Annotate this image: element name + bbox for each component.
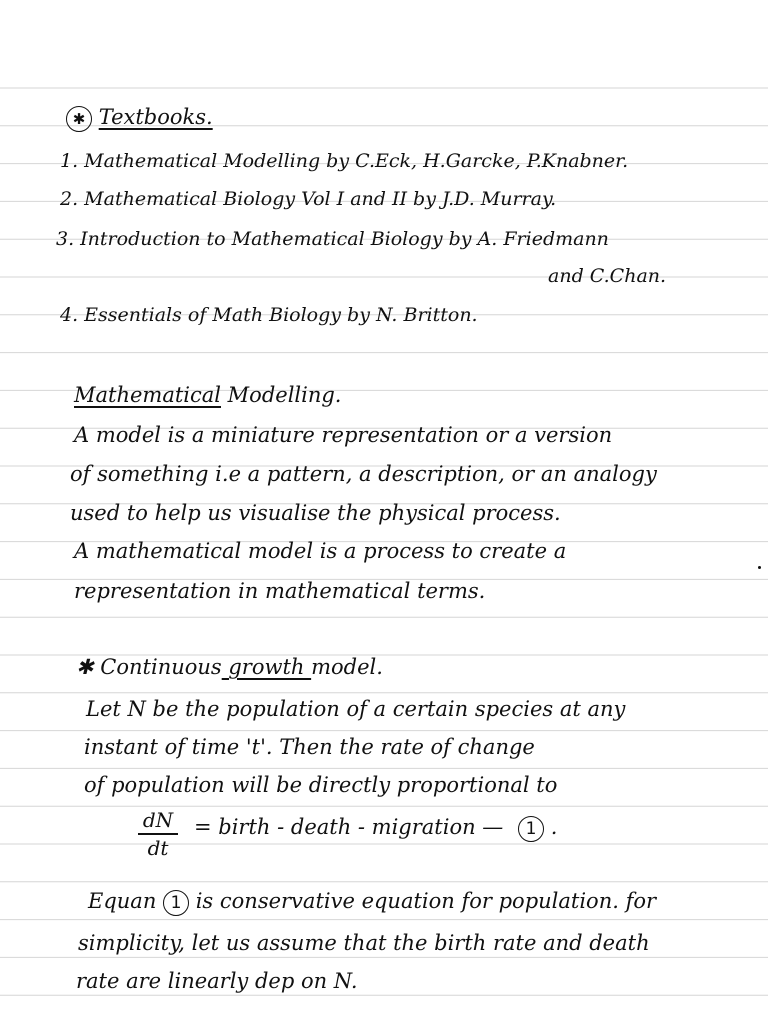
- margin-dot: [758, 566, 761, 569]
- derivative-fraction: [138, 808, 178, 860]
- growth-line-2: instant of time 't'. Then the rate of change: [84, 735, 535, 759]
- fraction-bar: [138, 833, 178, 835]
- growth-heading-pre: Continuous: [100, 655, 222, 679]
- eq-ref-pre: Equan: [88, 889, 157, 913]
- equation-rhs: [194, 814, 557, 842]
- fraction-denominator: dt: [147, 835, 169, 860]
- modelling-heading-underlined: Mathematical: [74, 383, 221, 407]
- modelling-heading-rest: Modelling.: [221, 383, 342, 407]
- eq-ref-number: 1: [163, 890, 189, 916]
- equation-number: 1: [518, 816, 544, 842]
- eq-ref-post: is conservative equation for population. for: [195, 889, 657, 913]
- modelling-line-3: used to help us visualise the physical process.: [70, 501, 561, 525]
- closing-line-2: rate are linearly dep on N.: [76, 969, 358, 993]
- textbook-item-3: 3. Introduction to Mathematical Biology by A. Friedmann: [56, 228, 609, 250]
- modelling-heading: [74, 382, 341, 408]
- modelling-line-2: of something i.e a pattern, a description, or an analogy: [70, 462, 657, 486]
- textbook-item-3-cont: and C.Chan.: [548, 265, 667, 287]
- equation-text: = birth - death - migration —: [194, 815, 504, 839]
- fraction-numerator: dN: [142, 808, 174, 832]
- growth-heading: [76, 654, 383, 680]
- modelling-line-1: A model is a miniature representation or a version: [74, 423, 613, 447]
- textbooks-heading: [66, 104, 213, 132]
- growth-star-icon: ✱: [76, 655, 94, 679]
- star-icon: ✱: [66, 106, 92, 132]
- growth-line-3: of population will be directly proportional to: [84, 773, 558, 797]
- modelling-line-5: representation in mathematical terms.: [74, 579, 486, 603]
- textbook-item-2: 2. Mathematical Biology Vol I and II by J.D. Murray.: [60, 188, 557, 210]
- closing-line-1: simplicity, let us assume that the birth rate and death: [78, 931, 650, 955]
- textbooks-title: Textbooks.: [98, 105, 213, 129]
- textbook-item-4: 4. Essentials of Math Biology by N. Britton.: [60, 304, 478, 326]
- growth-heading-post: model.: [311, 655, 383, 679]
- modelling-line-4: A mathematical model is a process to create a: [74, 539, 567, 563]
- growth-heading-underlined: growth: [221, 655, 312, 679]
- equation-period: .: [550, 815, 558, 839]
- growth-line-1: Let N be the population of a certain species at any: [86, 697, 626, 721]
- textbook-item-1: 1. Mathematical Modelling by C.Eck, H.Garcke, P.Knabner.: [60, 150, 629, 172]
- equation-reference-line: [88, 888, 656, 916]
